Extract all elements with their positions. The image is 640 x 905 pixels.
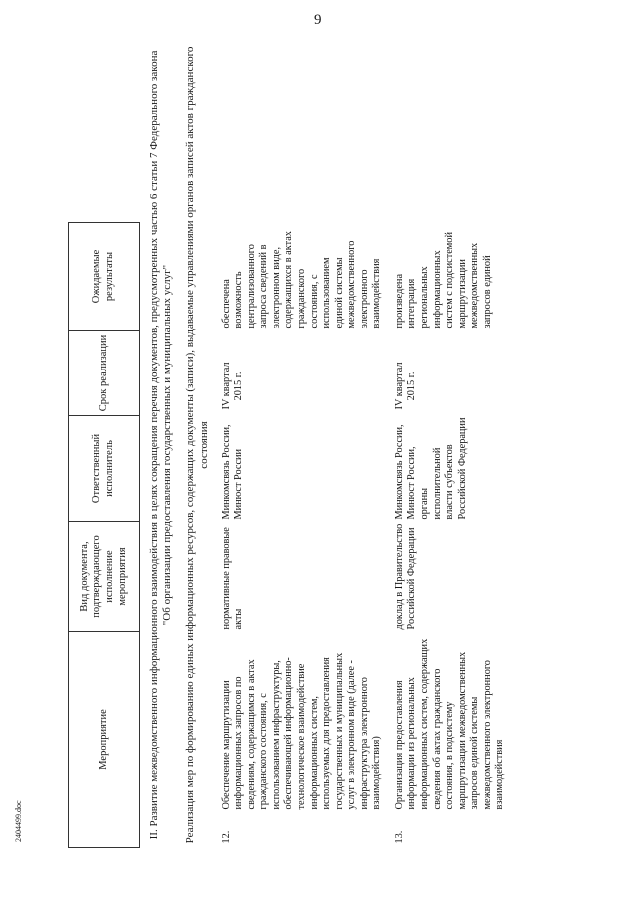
table-row xyxy=(215,43,388,848)
row-measure-cell xyxy=(215,632,388,848)
table-row xyxy=(388,43,511,848)
header-doc-type: Вид документа, подтверждающего исполнение мероприятия xyxy=(69,522,140,632)
row-results: обеспечена возможность централизованного запроса сведений в электронном виде, содержащихся в актах гражданского состояния, с использованием единой системы межведомственного электронного взаимодействия xyxy=(220,231,383,329)
rotated-page-content xyxy=(68,43,528,848)
row-executor: Минкомсвязь России, Минюст России xyxy=(220,424,245,520)
header-results: Ожидаемые результаты xyxy=(69,223,140,331)
subsection-row xyxy=(174,43,214,848)
row-deadline: IV квартал 2015 г. xyxy=(220,362,245,410)
row-measure: Обеспечение маршрутизации информационных запросов по сведениям, содержащимся в актах гражданского состояния, с использованием инфраструктуры, обеспечивающей информационно-технологическое взаимодействие информационных систем, используемых для предоставления государственных и муниципальных услуг в электронном виде (далее - инфраструктура электронного взаимодействия) xyxy=(220,652,383,810)
row-spacer xyxy=(388,43,511,223)
header-executor: Ответственный исполнитель xyxy=(69,416,140,522)
header-deadline: Срок реализации xyxy=(69,331,140,416)
table-header-row xyxy=(69,43,140,848)
document-code: 2404499.doc xyxy=(14,800,23,842)
header-measure: Мероприятие xyxy=(69,632,140,848)
section-row xyxy=(140,43,175,848)
row-doc-type: доклад в Правительство Российской Федерации xyxy=(393,523,418,630)
row-number: 12. xyxy=(220,830,232,844)
row-doc-type: нормативные правовые акты xyxy=(220,527,245,630)
section-title: II. Развитие межведомственного информационного взаимодействия в целях сокращения перечня документов, предусмотренных частью 6 статьи 7 Федерального закона "Об организации предоставления государственных и муниципальных услуг" xyxy=(148,50,174,840)
header-spacer xyxy=(69,43,140,223)
subsection-title: Реализация мер по формированию единых информационных ресурсов, содержащих документы (записи), выдаваемые управлениями органов записей актов гражданского состояния xyxy=(184,46,210,844)
row-executor: Минкомсвязь России, Минюст России, органы исполнительной власти субъектов Российской Федерации xyxy=(393,417,468,520)
row-results: произведена интеграция региональных информационных систем с подсистемой маршрутизации межведомственных запросов единой xyxy=(393,232,493,329)
page-number: 9 xyxy=(314,12,322,28)
row-number: 13. xyxy=(393,830,405,844)
row-spacer xyxy=(215,43,388,223)
row-deadline: IV квартал 2015 г. xyxy=(393,362,418,410)
row-measure: Организация предоставления информации из региональных информационных систем, содержащих сведения об актах гражданского состояния, в подсистему маршрутизации межведомственных запросов единой системы межведомственного электронного взаимодействия xyxy=(393,638,506,810)
measures-table xyxy=(68,43,511,849)
row-measure-cell xyxy=(388,632,511,848)
